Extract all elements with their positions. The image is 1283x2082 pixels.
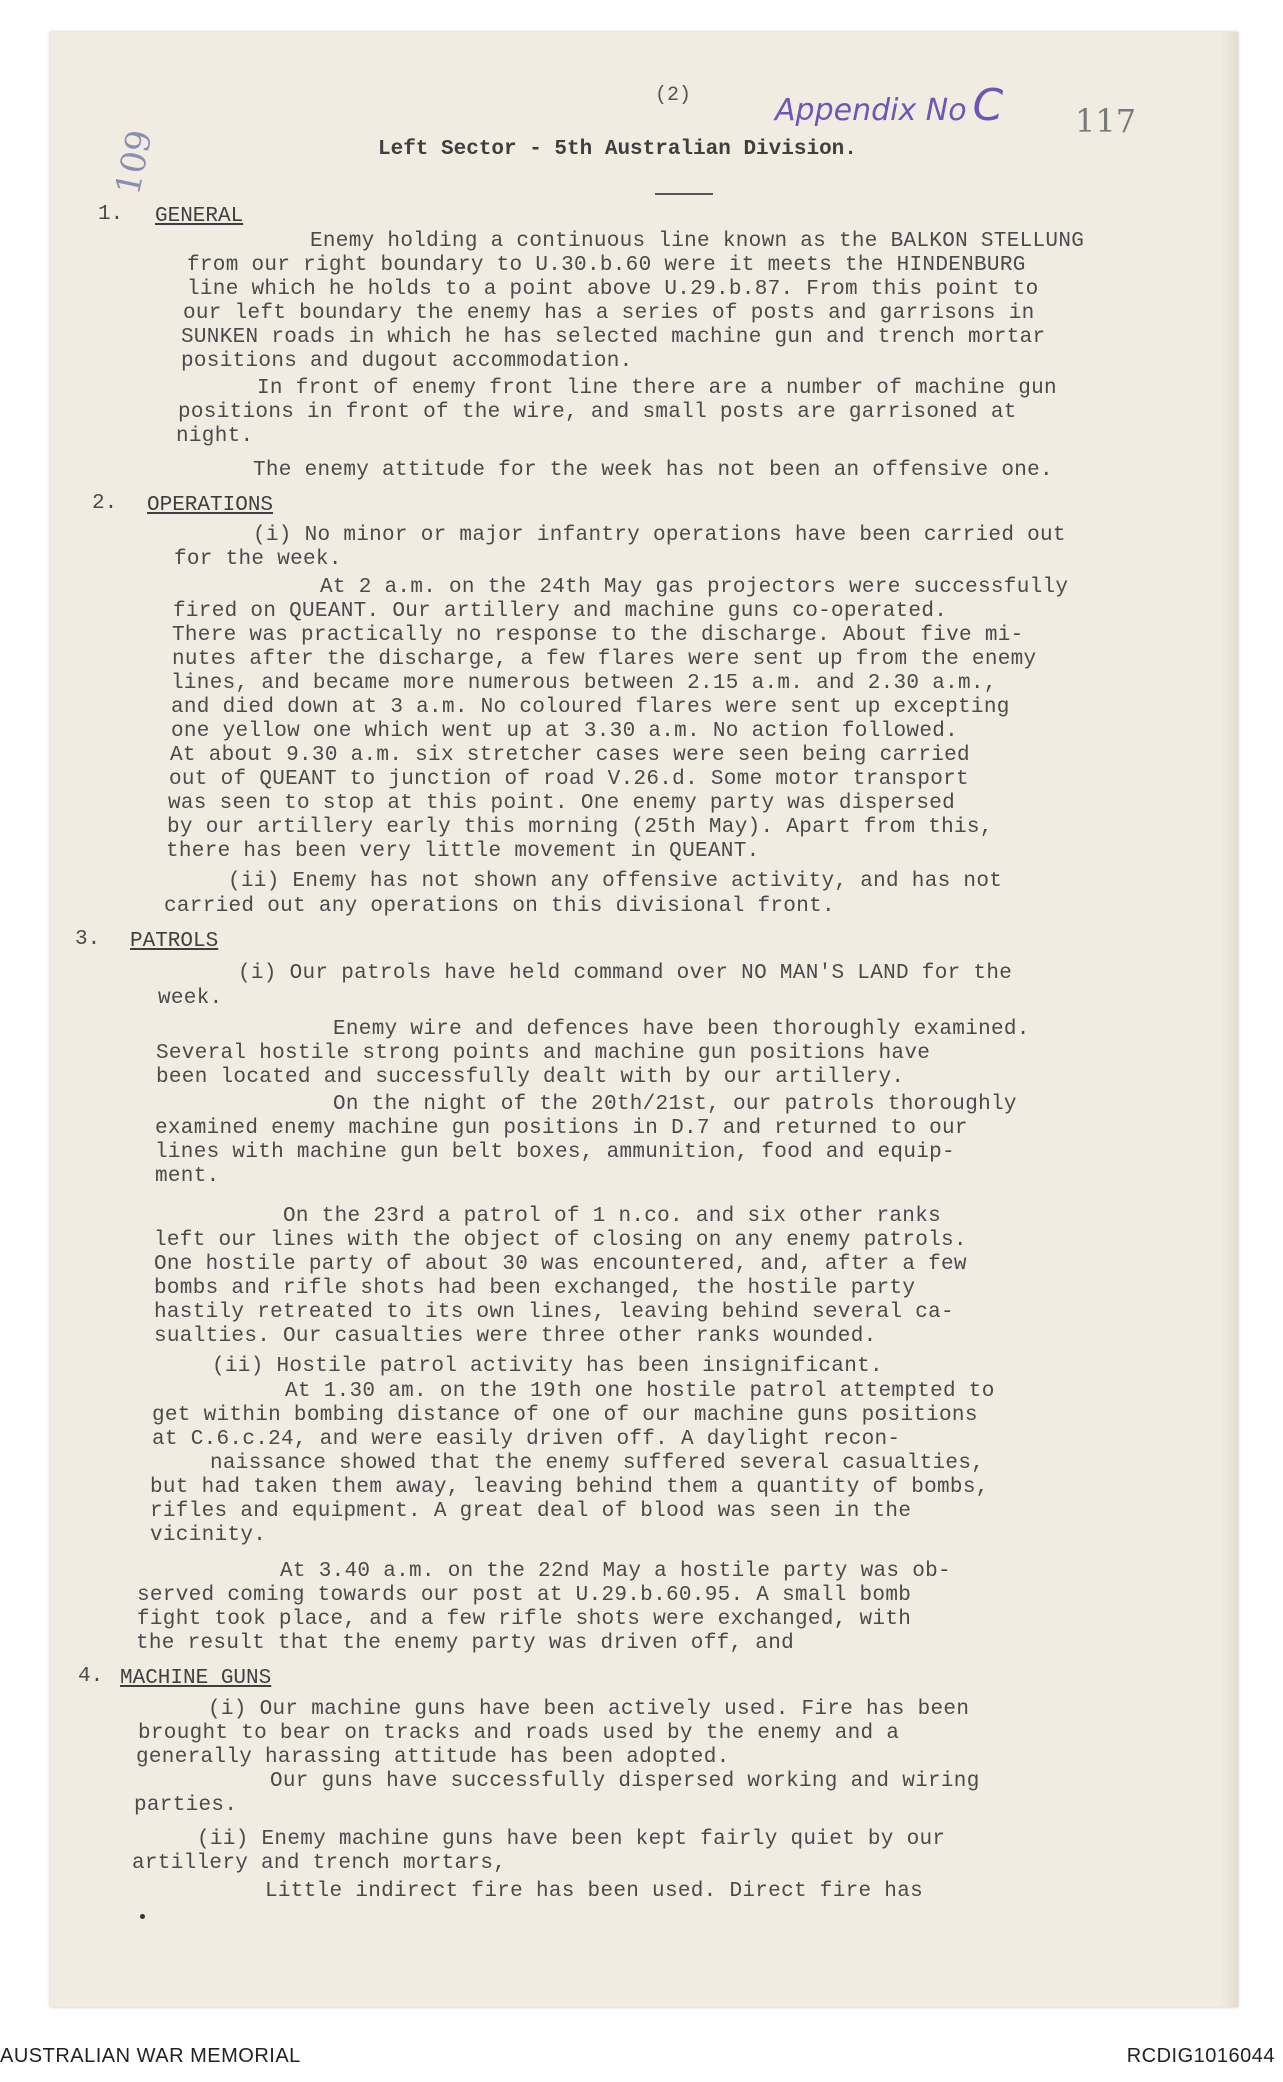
operations-line: nutes after the discharge, a few flares were sent up from the enemy [172, 648, 1037, 671]
general-line: night. [176, 425, 254, 448]
patrols-line: but had taken them away, leaving behind them a quantity of bombs, [150, 1476, 989, 1499]
patrols-line: fight took place, and a few rifle shots were exchanged, with [137, 1608, 912, 1631]
general-line: positions in front of the wire, and small posts are garrisoned at [178, 401, 1017, 424]
operations-line: there has been very little movement in QUEANT. [166, 840, 760, 863]
patrols-line: served coming towards our post at U.29.b.60.95. A small bomb [137, 1584, 912, 1607]
patrols-line: get within bombing distance of one of our machine guns positions [152, 1404, 978, 1427]
patrols-line: Enemy wire and defences have been thoroughly examined. [333, 1018, 1030, 1041]
patrols-line: ment. [155, 1165, 220, 1188]
patrols-line: On the 23rd a patrol of 1 n.co. and six other ranks [283, 1205, 942, 1228]
general-line: The enemy attitude for the week has not been an offensive one. [253, 459, 1053, 482]
patrols-line: lines with machine gun belt boxes, ammunition, food and equip- [155, 1141, 955, 1164]
appendix-letter: C [972, 80, 1004, 131]
machine-guns-line: (i) Our machine guns have been actively used. Fire has been [208, 1698, 970, 1721]
patrols-line: On the night of the 20th/21st, our patrols thoroughly [333, 1093, 1017, 1116]
folio-number: 117 [1075, 102, 1137, 140]
patrols-line: bombs and rifle shots had been exchanged, the hostile party [154, 1277, 916, 1300]
page-number: (2) [655, 84, 692, 107]
machine-guns-line: Little indirect fire has been used. Direct fire has [265, 1880, 924, 1903]
operations-line: (i) No minor or major infantry operations have been carried out [253, 524, 1066, 547]
ink-dot [140, 1914, 145, 1919]
section-heading-general: GENERAL [155, 205, 244, 228]
section-number: 1. [98, 203, 124, 226]
section-number: 2. [92, 492, 118, 515]
margin-folio-number: 109 [108, 126, 161, 199]
patrols-line: sualties. Our casualties were three other ranks wounded. [154, 1325, 877, 1348]
operations-line: and died down at 3 a.m. No coloured flares were sent up excepting [171, 696, 1010, 719]
operations-line: lines, and became more numerous between 2.15 a.m. and 2.30 a.m., [171, 672, 997, 695]
machine-guns-line: parties. [134, 1794, 238, 1817]
section-heading-machine-guns: MACHINE GUNS [120, 1667, 272, 1690]
operations-line: At 2 a.m. on the 24th May gas projectors were successfully [320, 576, 1069, 599]
patrols-line: week. [158, 987, 223, 1010]
patrols-line: been located and successfully dealt with by our artillery. [156, 1066, 905, 1089]
patrols-line: naissance showed that the enemy suffered several casualties, [210, 1452, 985, 1475]
section-number: 3. [75, 928, 101, 951]
patrols-line: At 3.40 a.m. on the 22nd May a hostile party was ob- [280, 1560, 951, 1583]
operations-line: fired on QUEANT. Our artillery and machine guns co-operated. [173, 600, 948, 623]
patrols-line: (i) Our patrols have held command over NO MAN'S LAND for the [238, 962, 1013, 985]
patrols-line: hastily retreated to its own lines, leaving behind several ca- [154, 1301, 954, 1324]
general-line: Enemy holding a continuous line known as the BALKON STELLUNG [310, 230, 1085, 253]
appendix-label: Appendix No [775, 93, 967, 128]
machine-guns-line: generally harassing attitude has been adopted. [136, 1746, 730, 1769]
patrols-line: One hostile party of about 30 was encountered, and, after a few [154, 1253, 967, 1276]
operations-line: At about 9.30 a.m. six stretcher cases were seen being carried [170, 744, 970, 767]
document-title: Left Sector - 5th Australian Division. [378, 138, 857, 161]
operations-line: was seen to stop at this point. One enemy party was dispersed [168, 792, 956, 815]
machine-guns-line: (ii) Enemy machine guns have been kept fairly quiet by our [197, 1828, 946, 1851]
footer-right: RCDIG1016044 [1126, 2045, 1275, 2067]
section-number: 4. [78, 1665, 104, 1688]
patrols-line: vicinity. [150, 1524, 267, 1547]
operations-line: carried out any operations on this divisional front. [164, 895, 835, 918]
patrols-line: rifles and equipment. A great deal of blood was seen in the [150, 1500, 912, 1523]
patrols-line: examined enemy machine gun positions in D.7 and returned to our [155, 1117, 968, 1140]
operations-line: one yellow one which went up at 3.30 a.m. No action followed. [171, 720, 959, 743]
operations-line: out of QUEANT to junction of road V.26.d. Some motor transport [169, 768, 969, 791]
patrols-line: At 1.30 am. on the 19th one hostile patrol attempted to [285, 1380, 995, 1403]
machine-guns-line: Our guns have successfully dispersed working and wiring [270, 1770, 980, 1793]
section-heading-operations: OPERATIONS [147, 494, 274, 517]
general-line: SUNKEN roads in which he has selected machine gun and trench mortar [181, 326, 1046, 349]
general-line: from our right boundary to U.30.b.60 were it meets the HINDENBURG [187, 254, 1026, 277]
operations-line: by our artillery early this morning (25th May). Apart from this, [167, 816, 993, 839]
general-line: positions and dugout accommodation. [181, 350, 633, 373]
general-line: our left boundary the enemy has a series of posts and garrisons in [183, 302, 1035, 325]
operations-line: There was practically no response to the discharge. About five mi- [172, 624, 1024, 647]
general-line: line which he holds to a point above U.29.b.87. From this point to [187, 278, 1039, 301]
section-heading-patrols: PATROLS [130, 930, 219, 953]
patrols-line: at C.6.c.24, and were easily driven off. A daylight recon- [152, 1428, 901, 1451]
machine-guns-line: artillery and trench mortars, [132, 1852, 507, 1875]
patrols-line: Several hostile strong points and machine gun positions have [156, 1042, 931, 1065]
patrols-line: (ii) Hostile patrol activity has been insignificant. [212, 1355, 883, 1378]
patrols-line: left our lines with the object of closing on any enemy patrols. [154, 1229, 967, 1252]
operations-line: (ii) Enemy has not shown any offensive activity, and has not [228, 870, 1003, 893]
title-rule [655, 193, 713, 195]
machine-guns-line: brought to bear on tracks and roads used by the enemy and a [138, 1722, 900, 1745]
operations-line: for the week. [174, 548, 342, 571]
patrols-line: the result that the enemy party was driven off, and [136, 1632, 795, 1655]
general-line: In front of enemy front line there are a number of machine gun [257, 377, 1057, 400]
footer-left: AUSTRALIAN WAR MEMORIAL [0, 2045, 301, 2067]
appendix-stamp [775, 80, 1003, 131]
